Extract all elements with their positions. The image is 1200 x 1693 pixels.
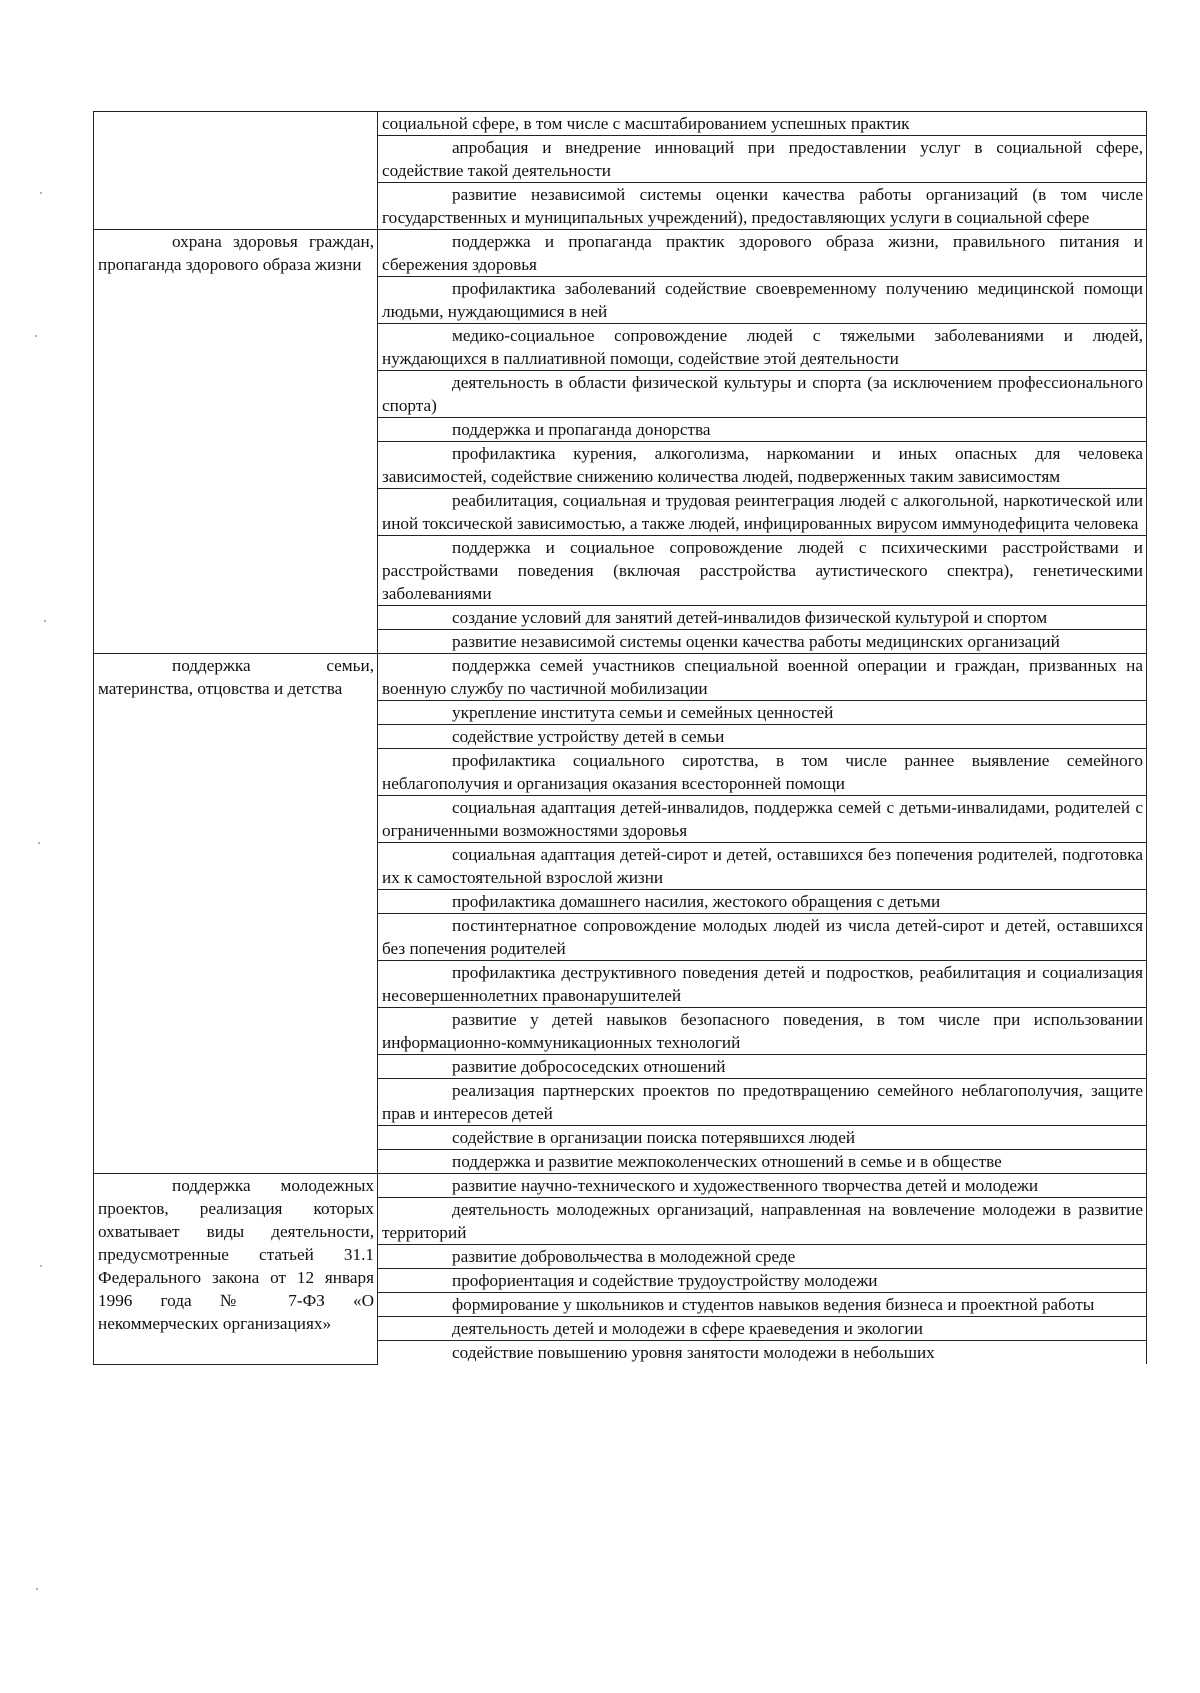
activity-cell: содействие устройству детей в семьи [378, 725, 1147, 749]
activity-cell: содействие повышению уровня занятости молодежи в небольших [378, 1341, 1147, 1365]
scan-speck [40, 1265, 42, 1267]
scan-speck [44, 620, 46, 622]
activity-cell: постинтернатное сопровождение молодых людей из числа детей-сирот и детей, оставшихся без попечения родителей [378, 914, 1147, 961]
activity-cell: развитие научно-технического и художественного творчества детей и молодежи [378, 1174, 1147, 1198]
activity-cell: деятельность детей и молодежи в сфере краеведения и экологии [378, 1317, 1147, 1341]
activity-cell: социальная адаптация детей-сирот и детей, оставшихся без попечения родителей, подготовка их к самостоятельной взрослой жизни [378, 843, 1147, 890]
activity-cell: деятельность в области физической культуры и спорта (за исключением профессионального спорта) [378, 371, 1147, 418]
scan-speck [38, 842, 40, 844]
table-row [94, 112, 1147, 136]
activity-cell: содействие в организации поиска потерявшихся людей [378, 1126, 1147, 1150]
direction-cell [94, 112, 378, 230]
activity-cell: реабилитация, социальная и трудовая реинтеграция людей с алкогольной, наркотической или иной токсической зависимостью, а также людей, инфицированных вирусом иммунодефицита человека [378, 489, 1147, 536]
scan-speck [40, 192, 42, 194]
activity-cell: поддержка и развитие межпоколенческих отношений в семье и в обществе [378, 1150, 1147, 1174]
activity-cell: профилактика домашнего насилия, жестокого обращения с детьми [378, 890, 1147, 914]
table-row [94, 230, 1147, 277]
activity-cell: медико-социальное сопровождение людей с тяжелыми заболеваниями и людей, нуждающихся в паллиативной помощи, содействие этой деятельности [378, 324, 1147, 371]
scan-speck [35, 335, 37, 337]
activity-cell: развитие независимой системы оценки качества работы медицинских организаций [378, 630, 1147, 654]
activity-cell: профилактика деструктивного поведения детей и подростков, реабилитация и социализация несовершеннолетних правонарушителей [378, 961, 1147, 1008]
activity-cell: профориентация и содействие трудоустройству молодежи [378, 1269, 1147, 1293]
direction-cell: поддержка молодежных проектов, реализация которых охватывает виды деятельности, предусмотренные статьей 31.1 Федерального закона от 12 января 1996 года № 7-ФЗ «О некоммерческих организациях» [94, 1174, 378, 1365]
direction-cell: охрана здоровья граждан, пропаганда здорового образа жизни [94, 230, 378, 654]
activity-cell: развитие добрососедских отношений [378, 1055, 1147, 1079]
activity-cell: деятельность молодежных организаций, направленная на вовлечение молодежи в развитие территорий [378, 1198, 1147, 1245]
activity-cell: поддержка семей участников специальной военной операции и граждан, призванных на военную службу по частичной мобилизации [378, 654, 1147, 701]
activity-cell: профилактика социального сиротства, в том числе раннее выявление семейного неблагополучия и организация оказания всесторонней помощи [378, 749, 1147, 796]
activity-cell: социальная адаптация детей-инвалидов, поддержка семей с детьми-инвалидами, родителей с ограниченными возможностями здоровья [378, 796, 1147, 843]
activity-cell: профилактика курения, алкоголизма, наркомании и иных опасных для человека зависимостей, содействие снижению количества людей, подверженных таким зависимостям [378, 442, 1147, 489]
activity-cell: поддержка и пропаганда донорства [378, 418, 1147, 442]
activity-cell: реализация партнерских проектов по предотвращению семейного неблагополучия, защите прав и интересов детей [378, 1079, 1147, 1126]
activity-cell: поддержка и пропаганда практик здорового образа жизни, правильного питания и сбережения здоровья [378, 230, 1147, 277]
activity-cell: профилактика заболеваний содействие своевременному получению медицинской помощи людьми, нуждающимися в ней [378, 277, 1147, 324]
activities-table-body [94, 112, 1147, 1365]
activity-cell: апробация и внедрение инноваций при предоставлении услуг в социальной сфере, содействие такой деятельности [378, 136, 1147, 183]
activity-cell: развитие у детей навыков безопасного поведения, в том числе при использовании информационно-коммуникационных технологий [378, 1008, 1147, 1055]
table-row [94, 1174, 1147, 1198]
activity-cell: укрепление института семьи и семейных ценностей [378, 701, 1147, 725]
activity-cell: создание условий для занятий детей-инвалидов физической культурой и спортом [378, 606, 1147, 630]
activity-cell: социальной сфере, в том числе с масштабированием успешных практик [378, 112, 1147, 136]
activity-cell: поддержка и социальное сопровождение людей с психическими расстройствами и расстройствами поведения (включая расстройства аутистического спектра), генетическими заболеваниями [378, 536, 1147, 606]
activity-cell: развитие независимой системы оценки качества работы организаций (в том числе государственных и муниципальных учреждений), предоставляющих услуги в социальной сфере [378, 183, 1147, 230]
table-row [94, 654, 1147, 701]
activity-cell: формирование у школьников и студентов навыков ведения бизнеса и проектной работы [378, 1293, 1147, 1317]
activity-cell: развитие добровольчества в молодежной среде [378, 1245, 1147, 1269]
direction-cell: поддержка семьи, материнства, отцовства и детства [94, 654, 378, 1174]
scan-speck [36, 1588, 38, 1590]
activities-table [93, 111, 1147, 1365]
